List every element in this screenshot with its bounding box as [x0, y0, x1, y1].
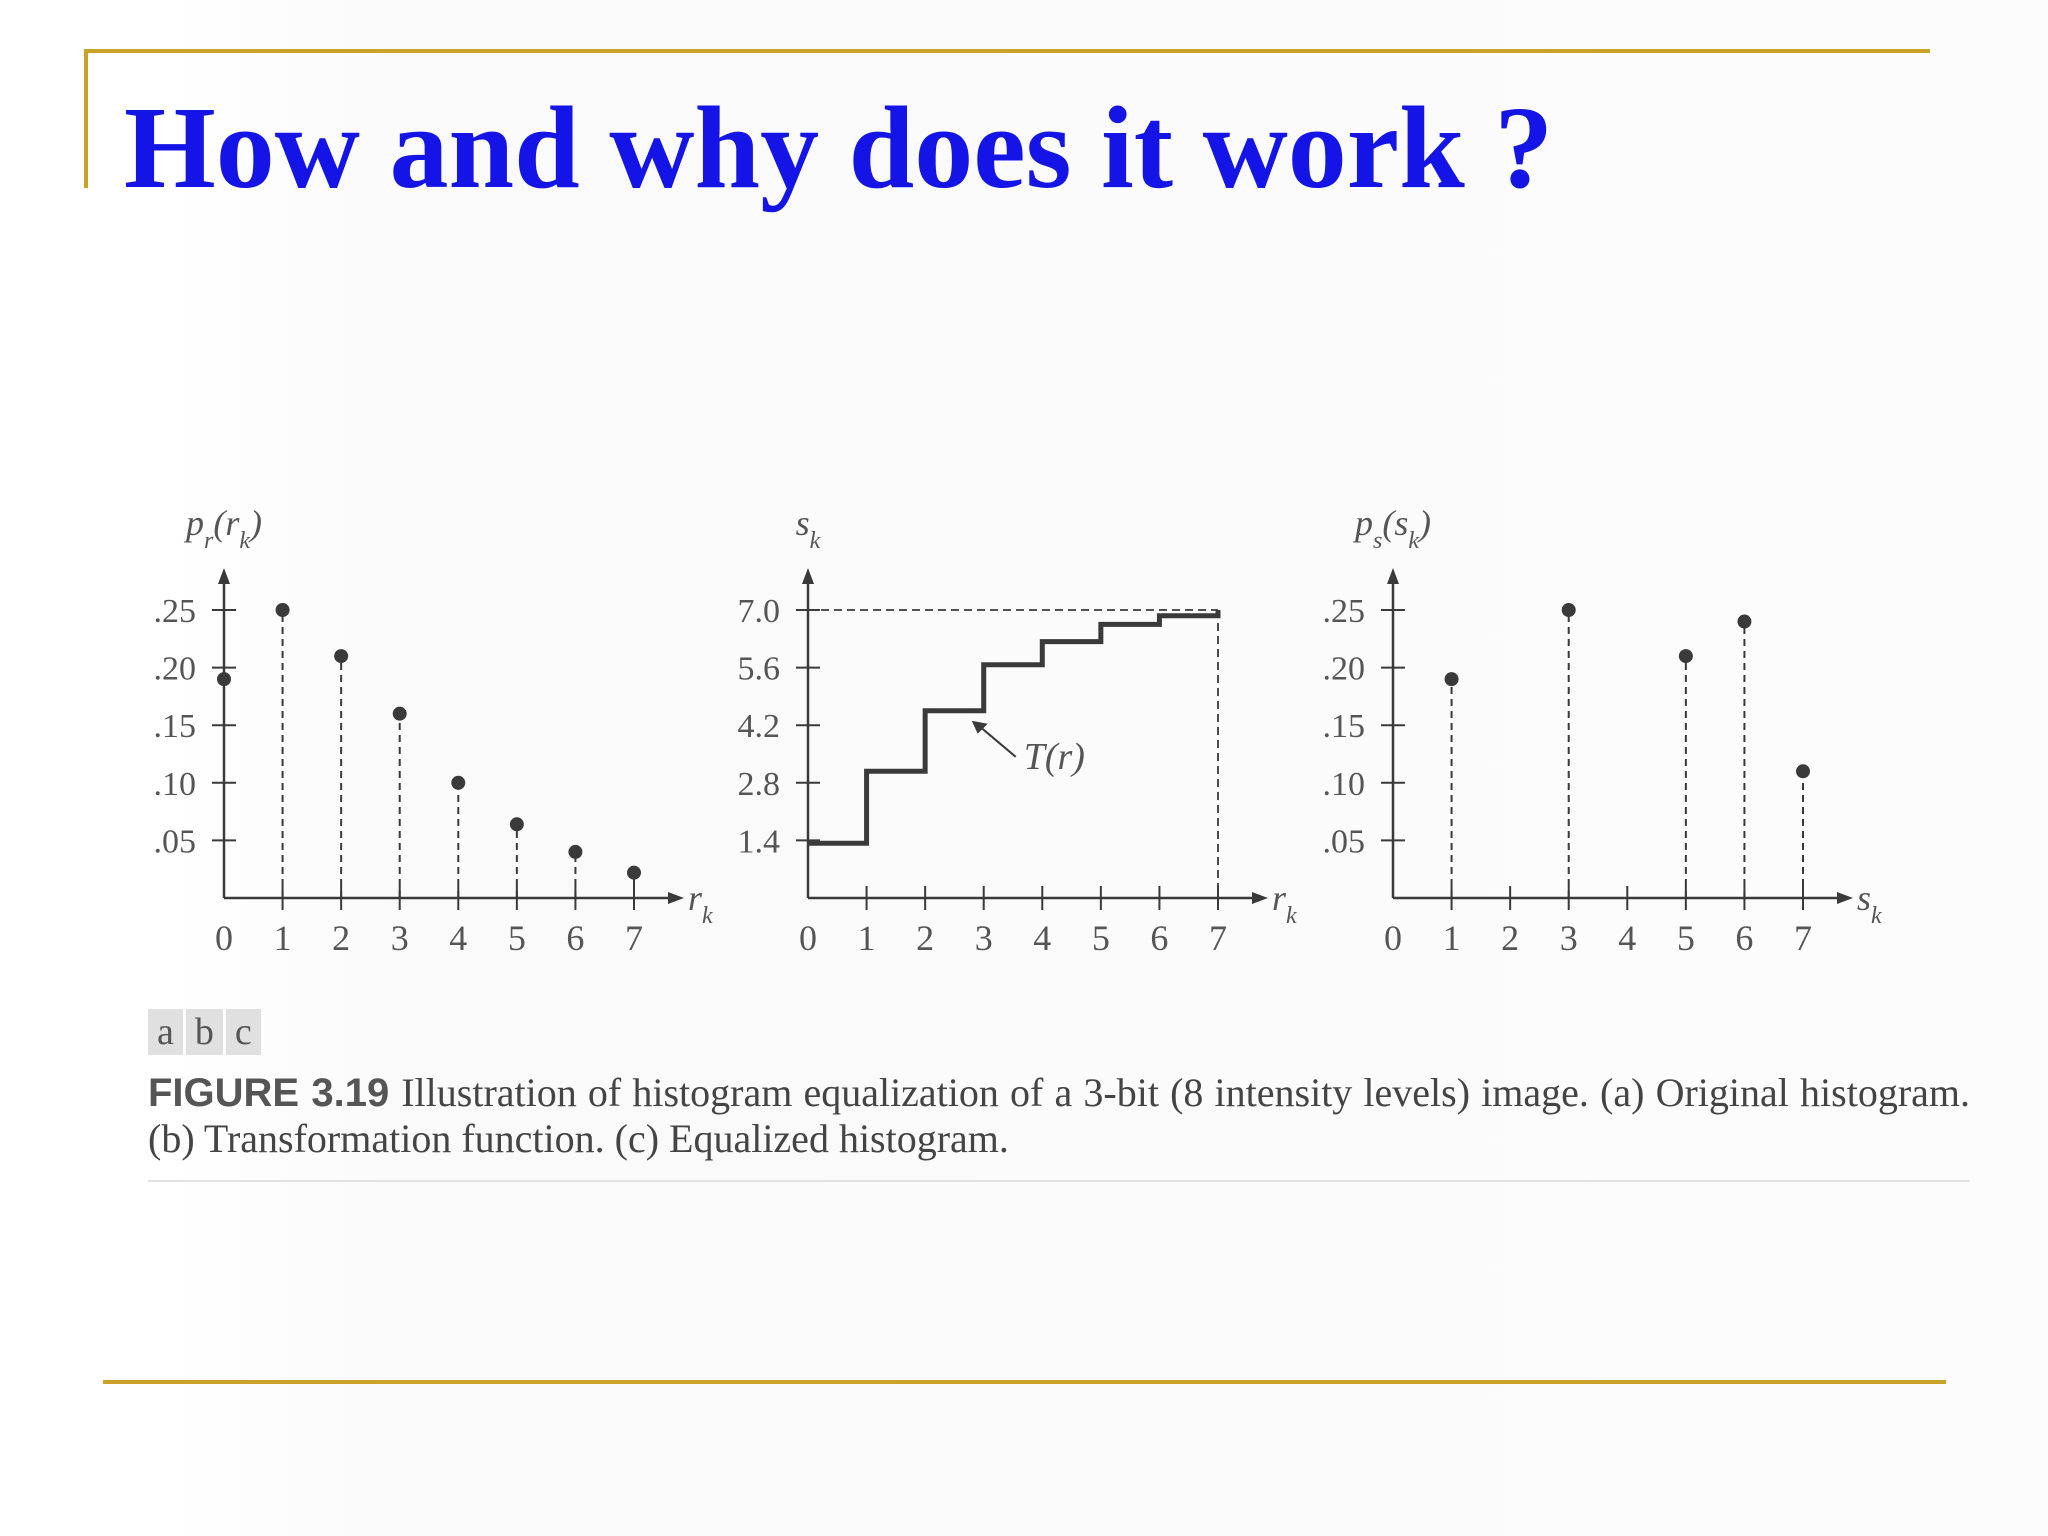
panel-label-b: b [186, 1009, 223, 1055]
panel-label-c: c [226, 1009, 261, 1055]
x-tick-label: 6 [566, 918, 585, 958]
chart-panel-a [154, 503, 714, 958]
y-tick-label: 5.6 [737, 650, 780, 688]
y-tick-label: .25 [1322, 593, 1365, 630]
x-axis-arrow [668, 892, 684, 904]
y-axis-label: $p_s(s_k)$ [1354, 503, 1432, 554]
data-point [217, 672, 231, 686]
x-tick-label: 4 [1618, 918, 1637, 958]
x-tick-label: 0 [215, 918, 233, 958]
y-axis-label: $s_k$ [795, 503, 821, 554]
x-tick-label: 7 [1209, 918, 1227, 958]
data-point [1737, 615, 1751, 629]
y-tick-label: 2.8 [737, 765, 780, 803]
x-tick-label: 1 [857, 918, 876, 958]
y-tick-label: .05 [153, 823, 196, 861]
x-tick-label: 0 [799, 918, 817, 958]
figure-caption [148, 1070, 1970, 1162]
y-tick-label: 4.2 [737, 708, 780, 746]
x-tick-label: 4 [1033, 918, 1052, 958]
y-tick-label: .15 [1322, 708, 1365, 746]
x-axis-arrow [1252, 892, 1268, 904]
y-axis-arrow [802, 568, 814, 584]
x-tick-label: 0 [1384, 918, 1402, 958]
y-tick-label: .25 [153, 593, 196, 630]
x-tick-label: 6 [1150, 918, 1169, 958]
panel-labels [148, 1009, 264, 1055]
data-point [568, 845, 582, 859]
figure-caption-text: Illustration of histogram equalization of a 3-bit (8 intensity levels) image. (a) Original histogram. (b) Transformation function. (c) Equalized histogram. [148, 1070, 1971, 1161]
y-tick-label: 1.4 [737, 823, 780, 861]
x-tick-label: 2 [332, 918, 351, 958]
y-axis-arrow [218, 568, 230, 584]
y-tick-label: .20 [1322, 650, 1365, 688]
x-axis-arrow [1837, 892, 1853, 904]
x-tick-label: 7 [625, 918, 643, 958]
y-tick-label: .10 [1322, 765, 1365, 803]
x-axis-label: $r_k$ [1272, 878, 1297, 929]
x-tick-label: 5 [1091, 918, 1110, 958]
transformation-step-line [808, 610, 1218, 843]
chart-panel-c [1323, 503, 1883, 958]
x-tick-label: 4 [449, 918, 468, 958]
annotation-arrow-line [978, 725, 1016, 757]
data-point [334, 649, 348, 663]
y-tick-label: 7.0 [737, 593, 780, 630]
x-tick-label: 3 [390, 918, 409, 958]
data-point [276, 603, 290, 617]
x-tick-label: 1 [273, 918, 292, 958]
x-tick-label: 2 [916, 918, 935, 958]
data-point [1445, 672, 1459, 686]
y-tick-label: .05 [1322, 823, 1365, 861]
data-point [393, 707, 407, 721]
y-tick-label: .10 [153, 765, 196, 803]
x-tick-label: 3 [1559, 918, 1578, 958]
caption-divider [148, 1180, 1970, 1182]
figure-label: FIGURE 3.19 [148, 1071, 390, 1115]
x-tick-label: 5 [507, 918, 526, 958]
x-tick-label: 5 [1676, 918, 1695, 958]
slide-title: How and why does it work ? [124, 82, 1554, 213]
annotation-label: T(r) [1023, 735, 1085, 778]
x-tick-label: 7 [1794, 918, 1812, 958]
data-point [1796, 764, 1810, 778]
y-axis-label: $p_r(r_k)$ [185, 503, 263, 554]
data-point [627, 866, 641, 880]
y-tick-label: .15 [153, 708, 196, 746]
x-axis-label: $s_k$ [1857, 878, 1882, 929]
y-tick-label: .20 [153, 650, 196, 688]
panel-label-a: a [148, 1009, 183, 1055]
y-axis-arrow [1387, 568, 1399, 584]
x-tick-label: 3 [974, 918, 993, 958]
chart-panel-b [738, 503, 1298, 958]
data-point [451, 776, 465, 790]
x-tick-label: 2 [1501, 918, 1520, 958]
x-axis-label: $r_k$ [688, 878, 713, 929]
x-tick-label: 1 [1442, 918, 1461, 958]
data-point [510, 817, 524, 831]
data-point [1679, 649, 1693, 663]
data-point [1562, 603, 1576, 617]
bottom-accent-rule [103, 1380, 1946, 1384]
x-tick-label: 6 [1735, 918, 1754, 958]
